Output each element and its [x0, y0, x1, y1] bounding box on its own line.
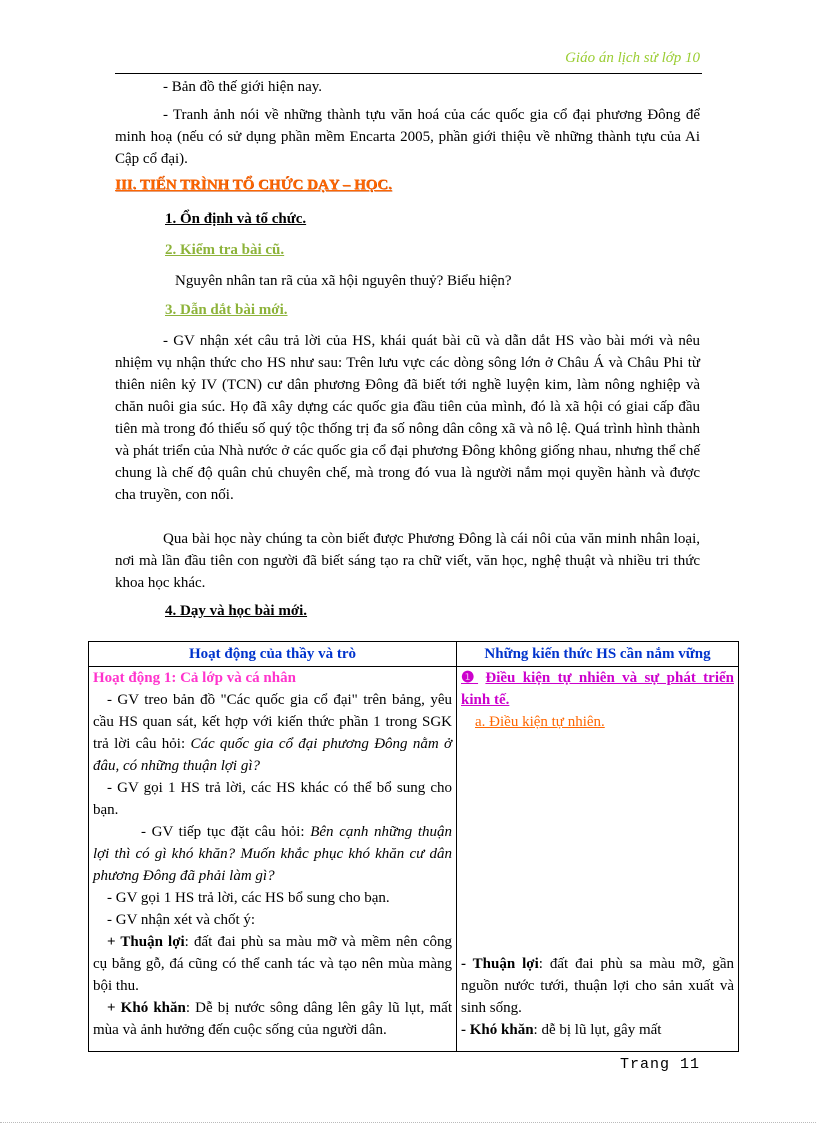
header-knowledge: Những kiến thức HS cần nắm vững: [457, 642, 739, 667]
materials-item-map: - Bản đồ thế giới hiện nay.: [163, 79, 323, 95]
activity-step-conclude: - GV nhận xét và chốt ý:: [107, 912, 256, 928]
step1-heading: 1. Ổn định và tổ chức.: [165, 211, 307, 227]
activity-difficulty: + Khó khăn: Dễ bị nước sông dâng lên gây lũ lụt, mất mùa và ảnh hưởng đến cuộc sống của người dân.: [93, 1000, 452, 1038]
footer-rule: [115, 1051, 702, 1052]
activity-question-1: Các quốc gia cổ đại phương Đông nằm ở đâu, có những thuận lợi gì?: [93, 736, 452, 774]
knowledge-heading: ❶ Điều kiện tự nhiên và sự phát triển kinh tế.: [461, 670, 734, 708]
activity-step-question2: - GV tiếp tục đặt câu hỏi: Bên cạnh những thuận lợi thì có gì khó khăn? Muốn khắc phục khó khăn cư dân phương Đông đã phải làm gì?: [93, 824, 453, 884]
table-header-row: [89, 642, 739, 667]
knowledge-subheading: a. Điều kiện tự nhiên.: [475, 714, 605, 730]
page-number: Trang 11: [619, 1056, 700, 1073]
activity-step-answer2: - GV gọi 1 HS trả lời, các HS bổ sung cho bạn.: [107, 890, 390, 906]
knowledge-cell: [457, 667, 739, 1052]
activities-cell: [89, 667, 457, 1052]
lesson-table: [88, 641, 739, 1052]
materials-item-pictures: - Tranh ảnh nói về những thành tựu văn hoá của các quốc gia cổ đại phương Đông để minh hoạ (nếu có sử dụng phần mềm Encarta 2005, phần giới thiệu về những thành tựu của Ai Cập cổ đại).: [115, 107, 700, 167]
activity-question-2: Bên cạnh những thuận lợi thì có gì khó khăn? Muốn khắc phục khó khăn cư dân phương Đông đã phải làm gì?: [93, 824, 453, 884]
bullet-one-icon: ❶: [461, 670, 479, 686]
review-question: Nguyên nhân tan rã của xã hội nguyên thuỷ? Biểu hiện?: [175, 273, 512, 289]
step2-heading: 2. Kiểm tra bài cũ.: [165, 242, 285, 258]
step4-heading: 4. Dạy và học bài mới.: [165, 603, 308, 619]
document-header-title: Giáo án lịch sử lớp 10: [565, 50, 700, 66]
activity-step-answer: - GV gọi 1 HS trả lời, các HS khác có thể bổ sung cho bạn.: [93, 780, 452, 818]
intro-paragraph: - GV nhận xét câu trả lời của HS, khái quát bài cũ và dẫn dắt HS vào bài mới và nêu nhiệm vụ nhận thức cho HS như sau: Trên lưu vực các dòng sông lớn ở Châu Á và Châu Phi từ thiên niên kỷ IV (TCN) cư dân phương Đông đã biết tới nghề luyện kim, làm nông nghiệp và chăn nuôi gia súc. Họ đã xây dựng các quốc gia đầu tiên của mình, đó là xã hội có giai cấp đầu tiên mà trong đó thiểu số quý tộc thống trị đa số nông dân công xã và nô lệ. Quá trình hình thành và phát triển của Nhà nước ở các quốc gia cổ đại phương Đông không giống nhau, nhưng thể chế chung là chế độ quân chủ chuyên chế, mà trong đó vua là người nắm mọi quyền hành và được cha truyền, con nối.: [115, 333, 700, 503]
summary-paragraph: Qua bài học này chúng ta còn biết được Phương Đông là cái nôi của văn minh nhân loại, nơi mà lần đầu tiên con người đã biết sáng tạo ra chữ viết, văn học, nghệ thuật và nhiều tri thức khoa học khác.: [115, 531, 700, 591]
header-rule: [115, 73, 702, 74]
step3-heading: 3. Dẫn dắt bài mới.: [165, 302, 288, 318]
header-activities: Hoạt động của thầy và trò: [89, 642, 457, 667]
knowledge-difficulty: - Khó khăn: dễ bị lũ lụt, gây mất: [461, 1022, 662, 1038]
table-row: [89, 667, 739, 1052]
section-heading: III. TIẾN TRÌNH TỔ CHỨC DẠY – HỌC.: [115, 177, 392, 193]
knowledge-advantage: - Thuận lợi: đất đai phù sa màu mỡ, gần nguồn nước tưới, thuận lợi cho sản xuất và sinh sống.: [461, 956, 734, 1016]
knowledge-spacer: [461, 733, 734, 953]
activity-step-map: - GV treo bản đồ "Các quốc gia cổ đại" trên bảng, yêu cầu HS quan sát, kết hợp với kiến thức phần 1 trong SGK trả lời câu hỏi: Các quốc gia cổ đại phương Đông nằm ở đâu, có những thuận lợi gì?: [93, 692, 452, 774]
activity-title: Hoạt động 1: Cả lớp và cá nhân: [93, 670, 296, 686]
activity-advantage: + Thuận lợi: đất đai phù sa màu mỡ và mềm nên công cụ bằng gỗ, đá cũng có thể canh tác và tạo nên mùa màng bội thu.: [93, 934, 452, 994]
